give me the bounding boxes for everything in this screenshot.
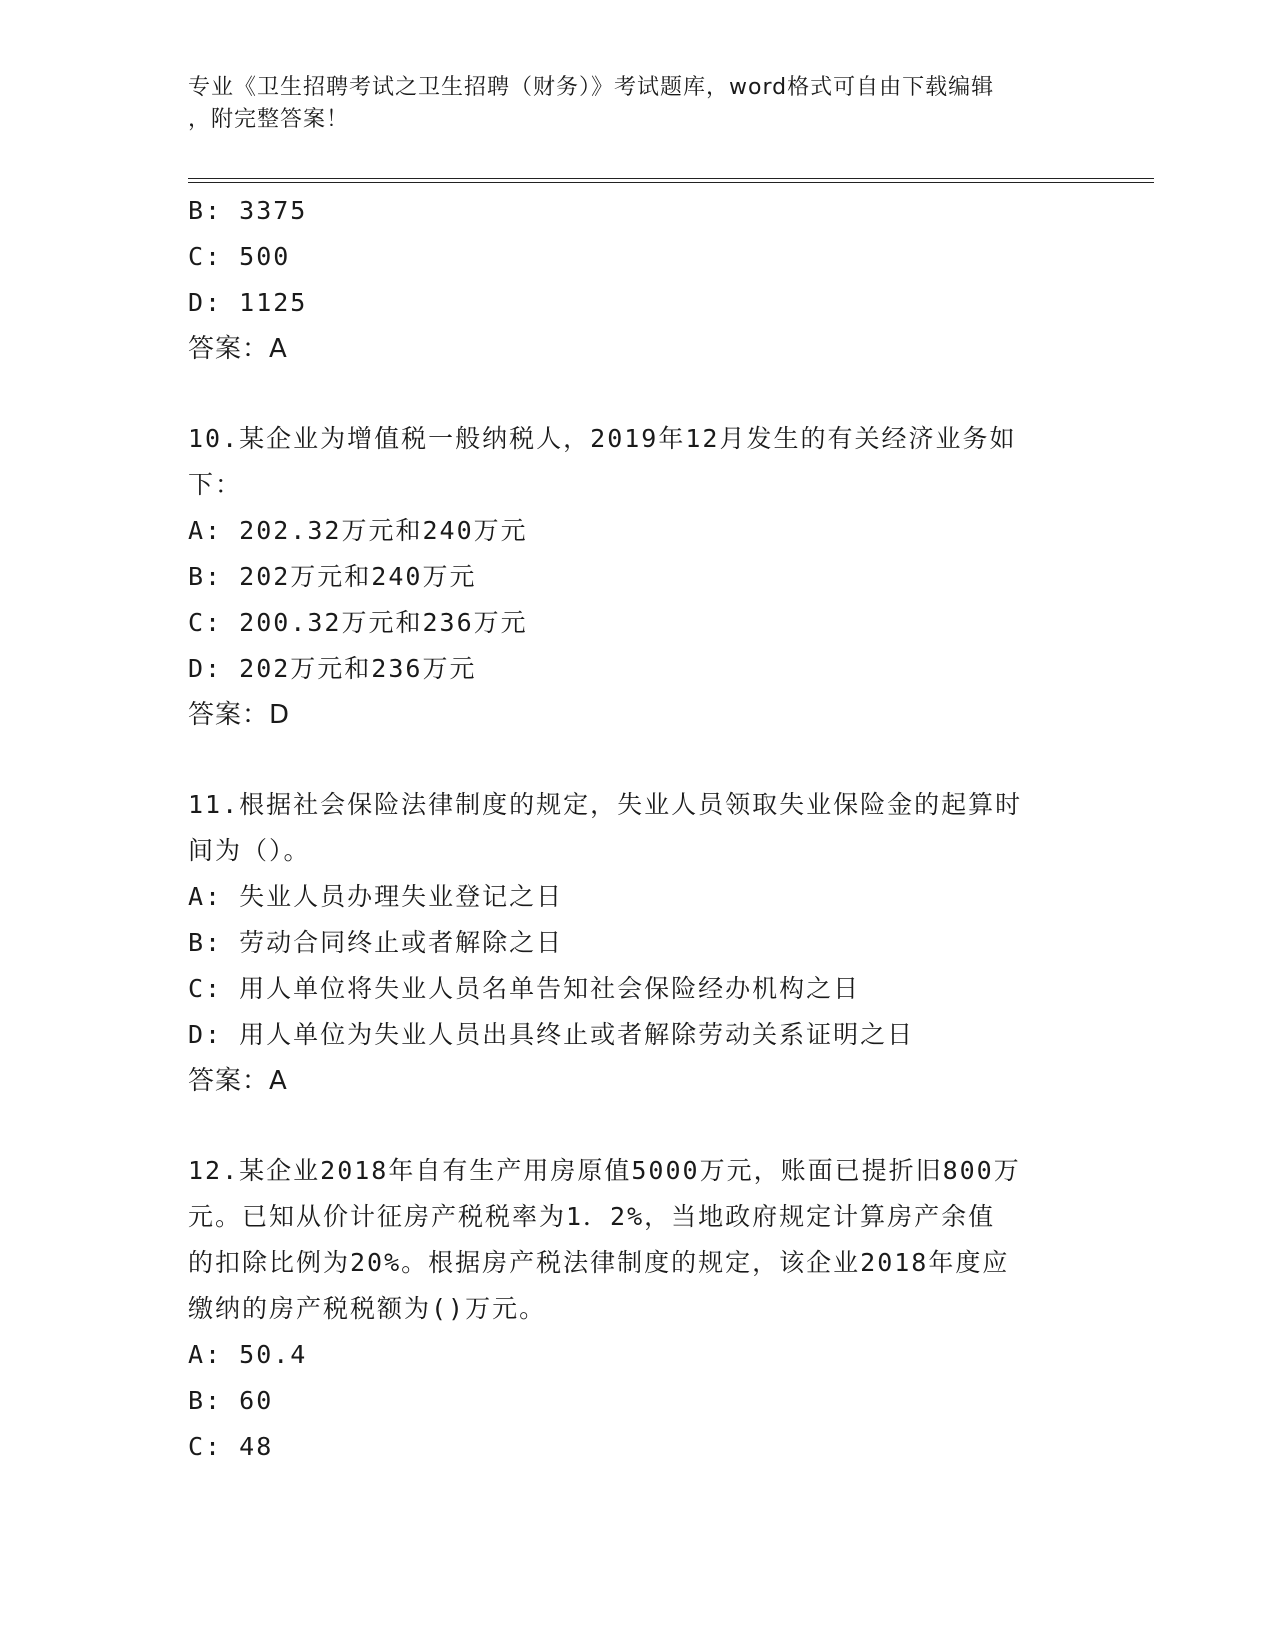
option-b: B: 202万元和240万元 <box>188 562 477 591</box>
header-line-1: 专业《卫生招聘考试之卫生招聘（财务）》考试题库，word格式可自由下载编辑 <box>188 75 995 100</box>
question-stem-line: 下： <box>188 470 243 499</box>
question-stem-line: 元。已知从价计征房产税税率为1．2%，当地政府规定计算房产余值 <box>188 1202 996 1231</box>
question-10 <box>188 416 1088 738</box>
option-c: C: 200.32万元和236万元 <box>188 608 528 637</box>
answer: 答案：A <box>188 334 288 364</box>
option-c: C: 500 <box>188 242 291 271</box>
option-a: A: 50.4 <box>188 1340 308 1369</box>
option-b: B: 3375 <box>188 196 308 225</box>
answer: 答案：D <box>188 700 291 730</box>
question-11 <box>188 782 1088 1104</box>
option-b: B: 劳动合同终止或者解除之日 <box>188 928 564 957</box>
option-d: D: 202万元和236万元 <box>188 654 477 683</box>
option-b: B: 60 <box>188 1386 274 1415</box>
option-a: A: 失业人员办理失业登记之日 <box>188 882 564 911</box>
option-d: D: 1125 <box>188 288 308 317</box>
question-stem-line: 11.根据社会保险法律制度的规定，失业人员领取失业保险金的起算时 <box>188 790 1023 819</box>
question-stem-line: 12.某企业2018年自有生产用房原值5000万元，账面已提折旧800万 <box>188 1156 1021 1185</box>
option-c: C: 用人单位将失业人员名单告知社会保险经办机构之日 <box>188 974 861 1003</box>
question-stem-line: 10.某企业为增值税一般纳税人，2019年12月发生的有关经济业务如 <box>188 424 1017 453</box>
question-stem-line: 缴纳的房产税税额为()万元。 <box>188 1294 547 1323</box>
option-d: D: 用人单位为失业人员出具终止或者解除劳动关系证明之日 <box>188 1020 915 1049</box>
header-line-2: ，附完整答案！ <box>188 107 350 132</box>
question-12 <box>188 1148 1088 1470</box>
option-c: C: 48 <box>188 1432 274 1461</box>
option-a: A: 202.32万元和240万元 <box>188 516 528 545</box>
answer: 答案：A <box>188 1066 288 1096</box>
document-header <box>188 72 1088 136</box>
question-stem-line: 的扣除比例为20%。根据房产税法律制度的规定，该企业2018年度应 <box>188 1248 1010 1277</box>
question-list <box>188 188 1088 1470</box>
header-divider <box>188 178 1154 183</box>
question-stem-line: 间为（）。 <box>188 836 311 865</box>
question-9 <box>188 188 1088 372</box>
